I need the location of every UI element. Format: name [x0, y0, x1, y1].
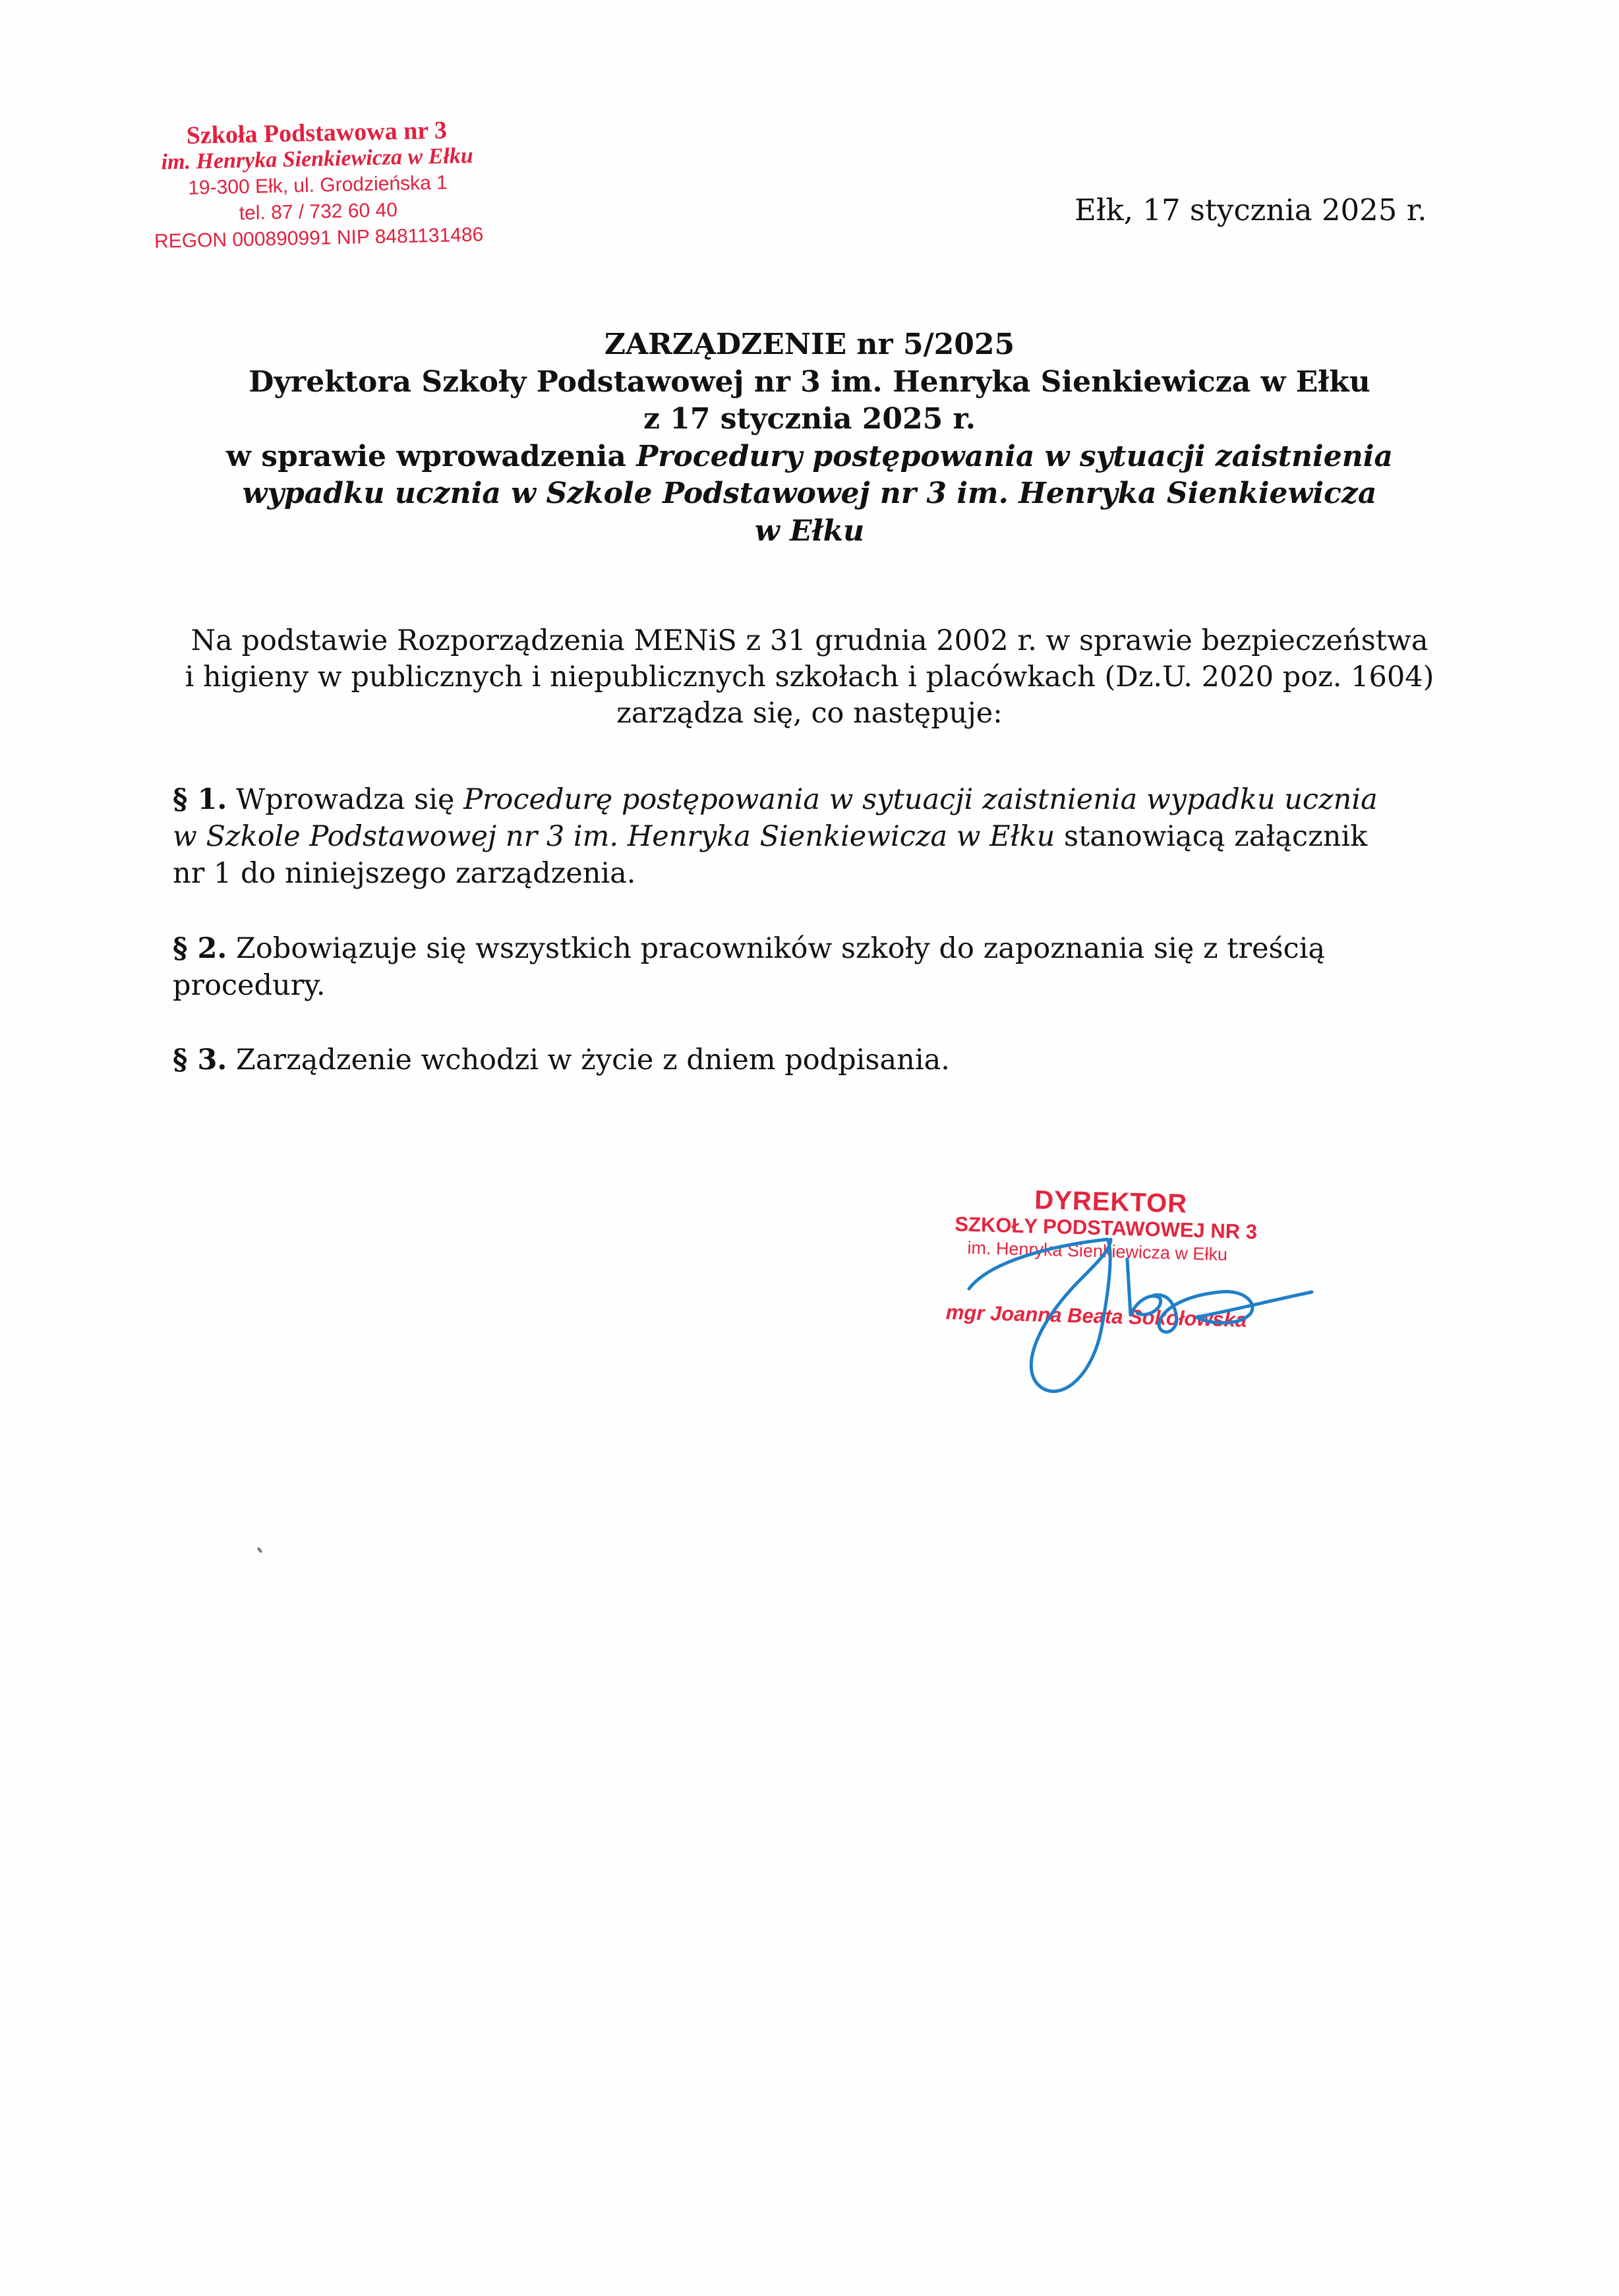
- director-stamp-patron: im. Henryka Sienkiewicza w Ełku: [967, 1237, 1228, 1265]
- paragraph-1-line-1: [173, 781, 1465, 818]
- stamp-address: 19-300 Ełk, ul. Grodzieńska 1: [187, 171, 448, 199]
- paragraph-number: § 2.: [173, 932, 227, 965]
- stamp-regon-nip: REGON 000890991 NIP 8481131486: [154, 223, 484, 252]
- procedure-title-italic: Procedurę postępowania w sytuacji zaistnienia wypadku ucznia: [463, 783, 1378, 816]
- intro-line-2: i higieny w publicznych i niepublicznych szkołach i placówkach (Dz.U. 2020 poz. 1604): [185, 661, 1434, 693]
- subject-prefix: w sprawie wprowadzenia: [226, 439, 637, 473]
- place-date: Ełk, 17 stycznia 2025 r.: [1074, 192, 1427, 227]
- school-header-stamp: [119, 115, 517, 256]
- paragraph-3-line-1: [173, 1042, 1465, 1078]
- procedure-title-italic: w Szkole Podstawowej nr 3 im. Henryka Sienkiewicza w Ełku: [173, 820, 1055, 853]
- director-stamp: [945, 1183, 1305, 1332]
- stamp-school-name: Szkoła Podstawowa nr 3: [186, 116, 448, 150]
- paragraph-1-line-3: nr 1 do niniejszego zarządzenia.: [173, 857, 636, 890]
- subject-italic-2: wypadku ucznia w Szkole Podstawowej nr 3 im. Henryka Sienkiewicza: [242, 477, 1377, 510]
- paragraph-1-line-2: [173, 818, 1465, 855]
- paragraph-text: Zobowiązuje się wszystkich pracowników szkoły do zapoznania się z treścią: [227, 932, 1326, 965]
- subject-italic-3: w Ełku: [754, 514, 865, 548]
- intro-line-3: zarządza się, co następuje:: [616, 697, 1003, 730]
- document-subject-line-2: [152, 475, 1467, 513]
- scan-speck: [257, 1547, 263, 1553]
- legal-basis-intro: [152, 623, 1467, 732]
- document-subject-line-1: [152, 438, 1467, 476]
- paragraph-number: § 1.: [173, 783, 227, 816]
- paragraph-2-line-1: [173, 930, 1465, 967]
- paragraph-text: Wprowadza się: [227, 783, 464, 816]
- paragraph-2-line-2: procedury.: [173, 969, 326, 1002]
- subject-italic-1: Procedury postępowania w sytuacji zaistnienia: [636, 439, 1393, 473]
- stamp-patron: im. Henryka Sienkiewicza w Ełku: [161, 143, 474, 175]
- paragraph-3: [173, 1042, 1465, 1078]
- paragraph-text: Zarządzenie wchodzi w życie z dniem podpisania.: [227, 1044, 950, 1076]
- document-subject-line-3: [152, 513, 1467, 550]
- paragraph-1: [173, 781, 1465, 892]
- director-stamp-name: mgr Joanna Beata Sokołowska: [945, 1300, 1247, 1332]
- document-heading: ZARZĄDZENIE nr 5/2025: [604, 328, 1015, 361]
- intro-line-1: Na podstawie Rozporządzenia MENiS z 31 grudnia 2002 r. w sprawie bezpieczeństwa: [191, 624, 1428, 657]
- paragraph-2: [173, 930, 1465, 1004]
- director-stamp-school: SZKOŁY PODSTAWOWEJ NR 3: [954, 1212, 1258, 1244]
- director-stamp-title: DYREKTOR: [1034, 1185, 1188, 1219]
- document-title-block: [152, 326, 1467, 550]
- paragraph-number: § 3.: [173, 1044, 227, 1076]
- document-date: z 17 stycznia 2025 r.: [643, 402, 976, 436]
- paragraph-text: stanowiącą załącznik: [1055, 820, 1368, 853]
- document-issuer: Dyrektora Szkoły Podstawowej nr 3 im. Henryka Sienkiewicza w Ełku: [249, 365, 1370, 399]
- stamp-phone: tel. 87 / 732 60 40: [239, 199, 398, 225]
